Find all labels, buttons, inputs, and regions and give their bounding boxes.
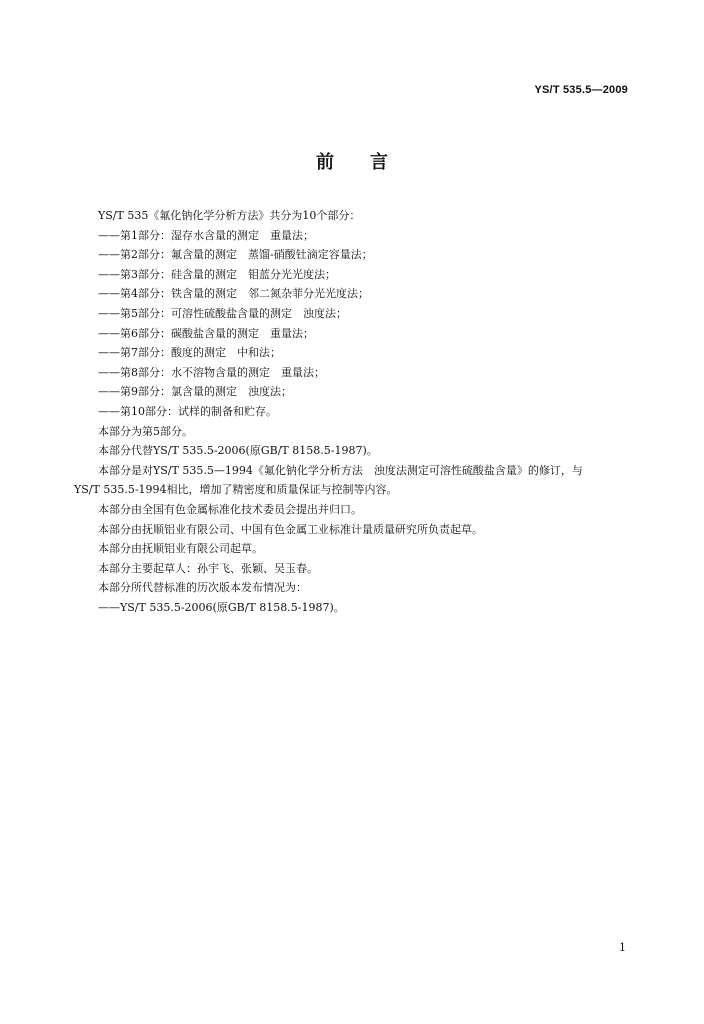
list-item-part-9: ——第9部分：氯含量的测定 浊度法； [98,385,292,399]
standard-code: YS/T 535.5—2009 [534,84,628,96]
list-item-part-8: ——第8部分：水不溶物含量的测定 重量法； [98,365,325,379]
paragraph-proposed: 本部分由全国有色金属标准化技术委员会提出并归口。 [98,502,362,516]
paragraph-drafted: 本部分由抚顺铝业有限公司起草。 [98,542,263,556]
paragraph-drafters: 本部分主要起草人：孙宇飞、张颖、吴玉春。 [98,561,318,575]
page-number: 1 [619,941,626,954]
paragraph-history: 本部分所代替标准的历次版本发布情况为： [98,581,307,595]
paragraph-revision-line1: 本部分是对YS/T 535.5—1994《氟化钠化学分析方法 浊度法测定可溶性硫酸盐含量》的修订，与 [98,463,583,477]
list-item-part-1: ——第1部分：湿存水含量的测定 重量法； [98,228,314,242]
list-item-part-6: ——第6部分：碳酸盐含量的测定 重量法； [98,326,314,340]
list-item-part-4: ——第4部分：铁含量的测定 邻二氮杂菲分光光度法； [98,287,369,301]
list-item-part-7: ——第7部分：酸度的测定 中和法； [98,346,281,360]
list-item-part-2: ——第2部分：氟含量的测定 蒸馏-硝酸钍滴定容量法； [98,248,373,262]
list-item-part-5: ——第5部分：可溶性硫酸盐含量的测定 浊度法； [98,306,347,320]
page-title: 前言 [316,152,424,173]
document-body [74,206,634,617]
paragraph-responsible: 本部分由抚顺铝业有限公司、中国有色金属工业标准计量质量研究所负责起草。 [98,522,483,536]
paragraph-revision-line2: YS/T 535.5-1994相比，增加了精密度和质量保证与控制等内容。 [74,483,398,497]
list-item-part-10: ——第10部分：试样的制备和贮存。 [98,404,277,418]
paragraph-part5: 本部分为第5部分。 [98,424,193,438]
list-item-part-3: ——第3部分：硅含量的测定 钼蓝分光光度法； [98,267,336,281]
paragraph-replace: 本部分代替YS/T 535.5-2006(原GB/T 8158.5-1987)。 [98,444,378,458]
list-item-history: ——YS/T 535.5-2006(原GB/T 8158.5-1987)。 [98,600,345,614]
intro-paragraph: YS/T 535《氟化钠化学分析方法》共分为10个部分： [98,209,361,222]
